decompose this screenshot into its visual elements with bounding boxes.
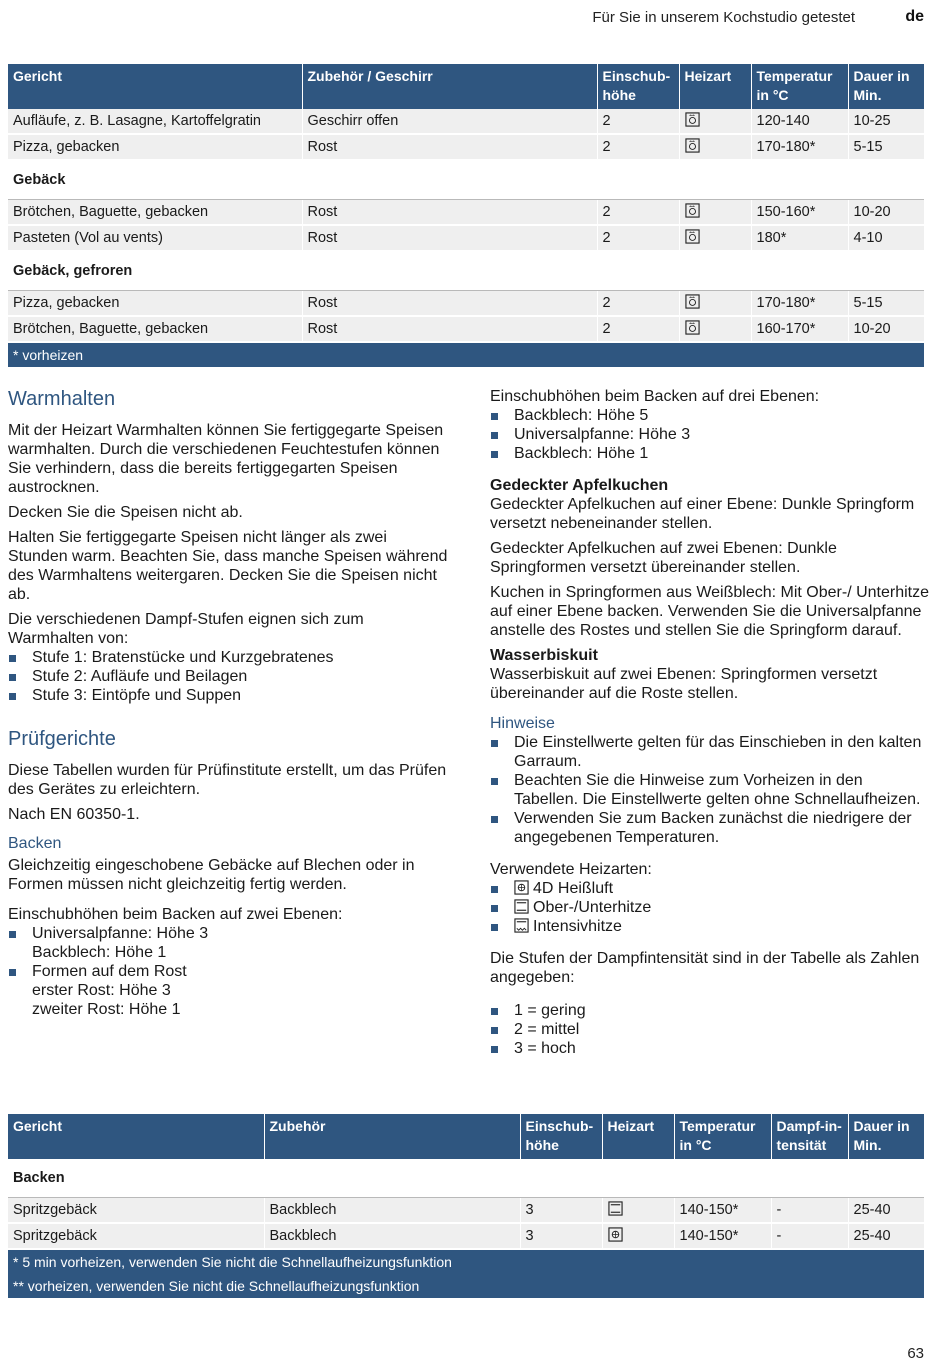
col-temperatur: Temperatur in °C [674,1114,771,1159]
cell-accessory: Rost [302,200,597,226]
page-number: 63 [907,1345,924,1362]
footnote: ** vorheizen, verwenden Sie nicht die Schnellaufheizungsfunktion [8,1274,924,1298]
list-item: 1 = gering [490,1001,930,1020]
list-item [490,879,930,898]
table-row [8,134,924,160]
table-group-row [8,1159,924,1198]
col-heizart: Heizart [602,1114,674,1159]
cell-duration: 10-25 [848,109,924,134]
ober-unterhitze-icon [608,1201,623,1216]
cell-steam: - [771,1198,848,1224]
cell-accessory: Rost [302,134,597,160]
group-label: Gebäck [8,160,924,200]
list-item: Backblech: Höhe 5 [490,406,930,425]
list-item: Die Einstellwerte gelten für das Einschieben in den kalten Garraum. [490,733,930,771]
cell-level: 2 [597,316,679,342]
cell-dish: Aufläufe, z. B. Lasagne, Kartoffelgratin [8,109,302,134]
table-group-row [8,251,924,291]
table-row [8,109,924,134]
language-code: de [905,8,924,25]
paragraph: Wasserbiskuit auf zwei Ebenen: Springformen versetzt übereinander auf die Roste stellen. [490,666,878,702]
cell-temp: 160-170* [751,316,848,342]
right-column [490,387,930,1064]
col-dampfintensitaet: Dampf-in- tensität [771,1114,848,1159]
cell-temp: 120-140 [751,109,848,134]
footnote: * 5 min vorheizen, verwenden Sie nicht die Schnellaufheizungsfunktion [8,1249,924,1274]
list-item [8,924,448,962]
paragraph: Diese Tabellen wurden für Prüfinstitute erstellt, um das Prüfen des Gerätes zu erleichtern. [8,762,447,798]
4d-heissluft-icon [514,880,529,895]
table-footnote-row [8,342,924,367]
cell-duration: 25-40 [848,1223,924,1249]
table-footnote-row [8,1249,924,1274]
cell-duration: 5-15 [848,134,924,160]
list-item: Stufe 1: Bratenstücke und Kurzgebratenes [8,648,448,667]
list-item: Verwenden Sie zum Backen zunächst die niedrigere der angegebenen Temperaturen. [490,809,930,847]
heizart-label: Ober-/Unterhitze [533,899,652,916]
list-item-line: erster Rost: Höhe 3 [32,982,171,999]
paragraph: Verwendete Heizarten: [490,861,652,878]
list-item: Universalpfanne: Höhe 3 [490,425,930,444]
paragraph: Gleichzeitig eingeschobene Gebäcke auf Blechen oder in Formen müssen nicht gleichzeitig fertig werden. [8,857,415,893]
table-row [8,1198,924,1224]
4d-heissluft-steam-icon [685,294,700,309]
list-item-line: Backblech: Höhe 1 [32,944,167,961]
cell-dish: Pizza, gebacken [8,134,302,160]
cell-accessory: Backblech [264,1223,520,1249]
paragraph: Gedeckter Apfelkuchen auf einer Ebene: Dunkle Springform versetzt nebeneinander stellen. [490,496,915,532]
table-row [8,200,924,226]
col-gericht: Gericht [8,64,302,109]
cell-dish: Brötchen, Baguette, gebacken [8,200,302,226]
cell-level: 2 [597,134,679,160]
paragraph: Einschubhöhen beim Backen auf zwei Ebenen: [8,906,343,923]
list-item-line: zweiter Rost: Höhe 1 [32,1001,181,1018]
header-title: Für Sie in unserem Kochstudio getestet [592,9,855,26]
list-item: Stufe 2: Aufläufe und Beilagen [8,667,448,686]
cooking-table [8,64,924,367]
paragraph: Die verschiedenen Dampf-Stufen eignen sich zum Warmhalten von: [8,611,364,647]
heading-warmhalten: Warmhalten [8,388,116,410]
4d-heissluft-steam-icon [685,203,700,218]
backen-zwei-ebenen-list [8,924,448,1019]
4d-heissluft-steam-icon [685,138,700,153]
cell-temp: 140-150* [674,1223,771,1249]
paragraph: Decken Sie die Speisen nicht ab. [8,504,243,521]
cell-duration: 5-15 [848,291,924,317]
backen-drei-ebenen-list [490,406,930,463]
intensivhitze-icon [514,918,529,933]
heading-apfelkuchen: Gedeckter Apfelkuchen [490,477,669,494]
heizart-label: Intensivhitze [533,918,622,935]
cell-accessory: Rost [302,225,597,251]
cell-accessory: Backblech [264,1198,520,1224]
list-item [8,962,448,1019]
cell-level: 2 [597,109,679,134]
page-header [0,8,935,30]
heading-pruefgerichte: Prüfgerichte [8,728,116,750]
cell-temp: 150-160* [751,200,848,226]
cell-temp: 170-180* [751,291,848,317]
cell-dish: Spritzgebäck [8,1223,264,1249]
col-temperatur: Temperatur in °C [751,64,848,109]
cell-temp: 180* [751,225,848,251]
footnote: * vorheizen [8,342,924,367]
col-gericht: Gericht [8,1114,264,1159]
cell-dish: Pizza, gebacken [8,291,302,317]
cell-level: 2 [597,291,679,317]
table-header-row [8,1114,924,1159]
paragraph: Nach EN 60350-1. [8,806,140,823]
group-label: Gebäck, gefroren [8,251,924,291]
list-item-line: Formen auf dem Rost [32,963,187,980]
warmhalten-list [8,648,448,705]
col-zubehoer: Zubehör / Geschirr [302,64,597,109]
list-item: 2 = mittel [490,1020,930,1039]
list-item: Beachten Sie die Hinweise zum Vorheizen in den Tabellen. Die Einstellwerte gelten ohne Schnellaufheizen. [490,771,930,809]
list-item [490,917,930,936]
paragraph: Einschubhöhen beim Backen auf drei Ebenen: [490,388,820,405]
hinweise-list [490,733,930,847]
list-item: Stufe 3: Eintöpfe und Suppen [8,686,448,705]
stufen-list [490,1001,930,1058]
col-dauer: Dauer in Min. [848,1114,924,1159]
cell-dish: Spritzgebäck [8,1198,264,1224]
heizarten-list [490,879,930,936]
4d-heissluft-icon [608,1227,623,1242]
4d-heissluft-steam-icon [685,112,700,127]
paragraph: Kuchen in Springformen aus Weißblech: Mit Ober-/ Unterhitze auf einer Ebene backen. Verwenden Sie die Universalpfanne anstelle des Rostes und stellen Sie die Springform darauf. [490,584,930,639]
table-row [8,225,924,251]
cell-temp: 170-180* [751,134,848,160]
ober-unterhitze-icon [514,899,529,914]
group-label: Backen [8,1159,924,1198]
col-dauer: Dauer in Min. [848,64,924,109]
col-einschubhoehe: Einschub- höhe [520,1114,602,1159]
cell-accessory: Rost [302,291,597,317]
list-item [490,898,930,917]
table-row [8,316,924,342]
cell-duration: 4-10 [848,225,924,251]
cell-accessory: Rost [302,316,597,342]
paragraph: Mit der Heizart Warmhalten können Sie fertiggegarte Speisen warmhalten. Durch die verschiedenen Feuchtestufen können Sie verhindern, dass die bereits fertiggegarten Speisen austrocknen. [8,422,444,496]
4d-heissluft-steam-icon [685,229,700,244]
table-header-row [8,64,924,109]
cell-accessory: Geschirr offen [302,109,597,134]
list-item: Backblech: Höhe 1 [490,444,930,463]
heading-wasserbiskuit: Wasserbiskuit [490,647,598,664]
paragraph: Halten Sie fertiggegarte Speisen nicht länger als zwei Stunden warm. Beachten Sie, dass manche Speisen während des Warmhaltens weitergaren. Decken Sie die Speisen nicht ab. [8,529,448,603]
table-row [8,1223,924,1249]
list-item: 3 = hoch [490,1039,930,1058]
table-group-row [8,160,924,200]
heading-backen: Backen [8,835,62,852]
cell-level: 3 [520,1223,602,1249]
cell-duration: 25-40 [848,1198,924,1224]
heizart-label: 4D Heißluft [533,880,614,897]
cell-level: 2 [597,225,679,251]
paragraph: Gedeckter Apfelkuchen auf zwei Ebenen: Dunkle Springformen versetzt übereinander stellen. [490,540,837,576]
pruefgerichte-table [8,1114,924,1298]
table-row [8,291,924,317]
col-einschubhoehe: Einschub- höhe [597,64,679,109]
cell-dish: Pasteten (Vol au vents) [8,225,302,251]
cell-steam: - [771,1223,848,1249]
col-heizart: Heizart [679,64,751,109]
4d-heissluft-steam-icon [685,320,700,335]
cell-level: 3 [520,1198,602,1224]
cell-dish: Brötchen, Baguette, gebacken [8,316,302,342]
list-item-line: Universalpfanne: Höhe 3 [32,925,209,942]
cell-temp: 140-150* [674,1198,771,1224]
cell-duration: 10-20 [848,316,924,342]
cell-level: 2 [597,200,679,226]
cell-duration: 10-20 [848,200,924,226]
table-footnote-row [8,1274,924,1298]
paragraph: Die Stufen der Dampfintensität sind in der Tabelle als Zahlen angegeben: [490,950,920,986]
left-column [8,387,448,1025]
col-zubehoer: Zubehör [264,1114,520,1159]
heading-hinweise: Hinweise [490,715,555,732]
